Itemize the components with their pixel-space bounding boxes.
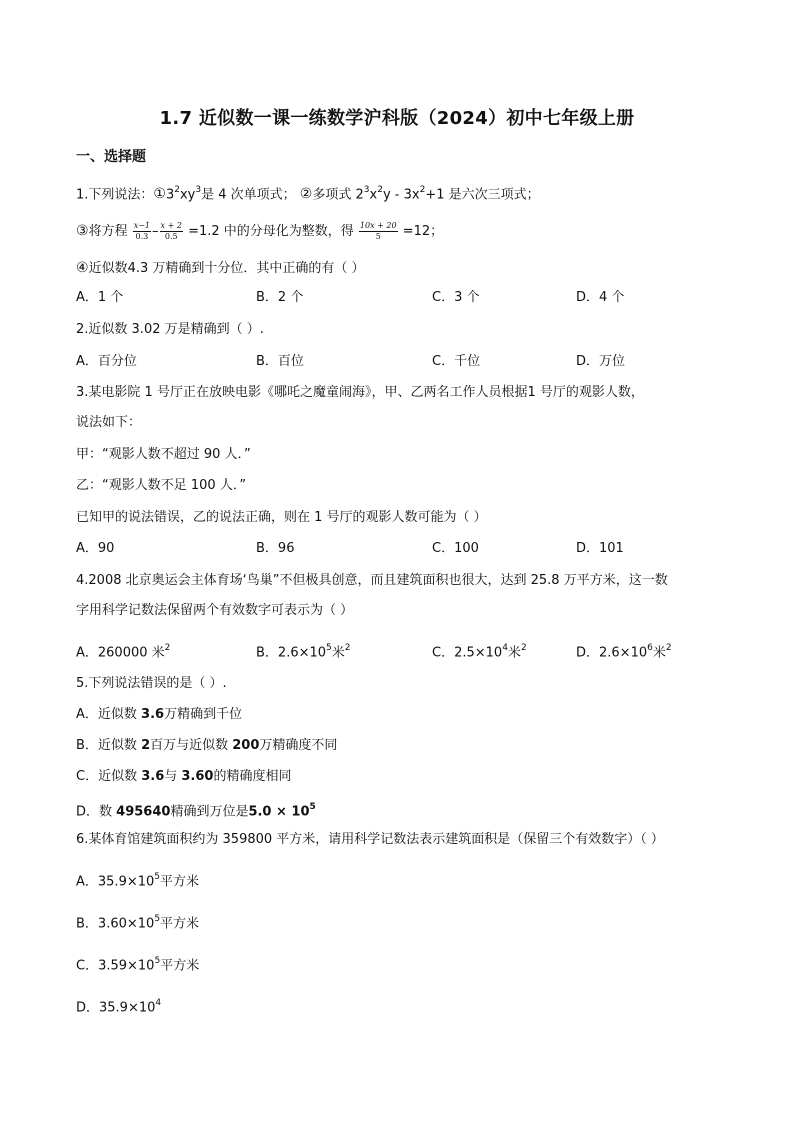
superscript: 5 — [309, 802, 316, 812]
fraction — [160, 221, 183, 242]
q2-stem: 2.近似数 3.02 万是精确到（ ）. — [76, 322, 264, 337]
option-unit: 平方米 — [160, 958, 200, 974]
circled-2: ② — [299, 186, 313, 203]
superscript: 2 — [174, 185, 180, 195]
option-text: C．近似数 — [76, 769, 142, 784]
q4-option-d — [576, 640, 672, 662]
superscript: 5 — [326, 643, 332, 653]
option-unit: 米 — [331, 645, 345, 661]
q1-statement3-part: =12； — [402, 224, 444, 239]
q3-statement-yi: 乙：“观影人数不足 100 人．” — [76, 478, 247, 493]
q4-stem-line1: 4.2008 北京奥运会主体育场‘鸟巢”不但极具创意，而且建筑面积也很大，达到 25.8 万平方米，这一数 — [76, 573, 668, 588]
superscript: 5 — [154, 956, 161, 966]
q1-statement3-part: =1.2 中的分母化为整数，得 — [188, 224, 354, 239]
q6-option-d — [76, 995, 161, 1017]
superscript: 2 — [419, 185, 426, 195]
q1-line2 — [76, 221, 443, 242]
option-text: A．35.9×10 — [76, 874, 155, 890]
numerator: x + 2 — [160, 221, 182, 230]
option-number: 2 — [141, 738, 151, 753]
superscript: 3 — [363, 185, 370, 195]
q2-option-b: B．百位 — [256, 354, 304, 369]
numerator: x−1 — [133, 221, 151, 230]
option-text: 精确到万位是 — [170, 804, 249, 820]
option-number: 5.0 × 10 — [248, 804, 310, 820]
option-text: B．3.60×10 — [76, 916, 155, 932]
option-text: 的精确度相同 — [213, 769, 292, 784]
option-number: 3.60 — [181, 769, 214, 784]
q1-line1 — [76, 182, 540, 204]
superscript: 6 — [647, 643, 653, 653]
superscript: 5 — [154, 914, 161, 924]
q5-option-b — [76, 737, 337, 755]
q3-statement-jia: 甲：“观影人数不超过 90 人．” — [76, 447, 251, 462]
option-text: D．2.6×10 — [576, 645, 648, 661]
q2-option-d: D．万位 — [576, 354, 626, 369]
circled-4: ④ — [76, 260, 89, 276]
option-unit: 平方米 — [160, 874, 200, 890]
superscript: 2 — [344, 643, 351, 653]
option-text: D．数 — [76, 804, 117, 820]
q6-option-c — [76, 953, 199, 975]
option-text: B．近似数 — [76, 738, 142, 753]
superscript: 2 — [377, 185, 383, 195]
q3-option-d: D．101 — [576, 541, 624, 556]
superscript: 2 — [665, 643, 672, 653]
denominator: 0.3 — [135, 232, 149, 241]
q2-option-c: C．千位 — [432, 354, 481, 369]
q1-statement2-part: y - 3x — [382, 187, 420, 203]
q1-statement1-part: xy — [179, 187, 196, 203]
fraction — [133, 221, 151, 242]
q1-option-c: C．3 个 — [432, 290, 480, 305]
option-text: D．35.9×10 — [76, 1000, 156, 1016]
option-text: B．2.6×10 — [256, 645, 327, 661]
option-text: A．260000 米 — [76, 645, 165, 661]
q1-statement1-part: 是 4 次单项式； — [201, 187, 296, 203]
q3-option-b: B．96 — [256, 541, 295, 556]
q6-option-b — [76, 911, 199, 933]
denominator: 0.5 — [164, 232, 178, 241]
circled-3: ③ — [76, 223, 89, 239]
superscript: 4 — [155, 998, 162, 1008]
q3-stem-line1: 3.某电影院 1 号厅正在放映电影《哪吒之魔童闹海》，甲、乙两名工作人员根据1 号厅的观影人数， — [76, 385, 644, 400]
q2-option-a: A．百分位 — [76, 354, 137, 369]
minus-sign: – — [152, 224, 159, 239]
option-text: A．近似数 — [76, 707, 142, 722]
q4-option-a — [76, 640, 170, 662]
option-unit: 平方米 — [160, 916, 200, 932]
denominator: 5 — [375, 232, 381, 241]
q4-stem-line2: 字用科学记数法保留两个有效数字可表示为（ ） — [76, 603, 354, 618]
q5-option-d — [76, 799, 316, 821]
circled-1: ① — [153, 186, 166, 203]
q6-stem: 6.某体育馆建筑面积约为 359800 平方米，请用科学记数法表示建筑面积是（保留三个有效数字）（ ） — [76, 832, 664, 847]
q3-option-c: C．100 — [432, 541, 479, 556]
q4-option-c — [432, 640, 527, 662]
q1-statement4: 近似数4.3 万精确到十分位．其中正确的有（ ） — [88, 261, 365, 276]
option-text: C．2.5×10 — [432, 645, 503, 661]
superscript: 2 — [164, 643, 171, 653]
q1-option-d: D．4 个 — [576, 290, 625, 305]
q3-stem-line2: 说法如下： — [76, 415, 142, 430]
q3-option-a: A．90 — [76, 541, 115, 556]
option-number: 200 — [232, 738, 260, 753]
q1-stem: 1.下列说法： — [76, 187, 154, 203]
q5-option-c — [76, 768, 291, 786]
superscript: 5 — [154, 872, 161, 882]
q1-statement2-part: x — [369, 187, 378, 203]
q1-option-b: B．2 个 — [256, 290, 304, 305]
q1-statement2-part: +1 是六次三项式； — [425, 187, 540, 203]
numerator: 10x + 20 — [359, 221, 397, 230]
q1-statement3-part: 将方程 — [88, 224, 128, 239]
superscript: 4 — [502, 643, 508, 653]
q3-stem-line5: 已知甲的说法错误，乙的说法正确，则在 1 号厅的观影人数可能为（ ） — [76, 510, 487, 525]
fraction — [359, 221, 398, 242]
q1-option-a: A．1 个 — [76, 290, 124, 305]
q6-option-a — [76, 869, 199, 891]
q5-option-a — [76, 706, 242, 724]
q5-stem: 5.下列说法错误的是（ ）. — [76, 676, 227, 691]
option-text: 万精确度不同 — [259, 738, 338, 753]
section-heading: 一、选择题 — [76, 149, 146, 165]
option-text: 万精确到千位 — [164, 707, 243, 722]
option-number: 3.6 — [141, 707, 165, 722]
option-number: 3.6 — [141, 769, 165, 784]
q1-line3 — [76, 259, 365, 278]
superscript: 2 — [520, 643, 527, 653]
superscript: 3 — [195, 185, 202, 195]
option-text: C．3.59×10 — [76, 958, 155, 974]
option-text: 百万与近似数 — [150, 738, 233, 753]
option-unit: 米 — [507, 645, 521, 661]
q1-statement2-part: 多项式 2 — [312, 187, 364, 203]
q4-option-b — [256, 640, 351, 662]
q1-statement1-part: 3 — [165, 187, 175, 203]
document-title: 1.7 近似数一课一练数学沪科版（2024）初中七年级上册 — [159, 108, 635, 129]
option-text: 与 — [164, 769, 182, 784]
option-number: 495640 — [116, 804, 171, 820]
option-unit: 米 — [652, 645, 666, 661]
